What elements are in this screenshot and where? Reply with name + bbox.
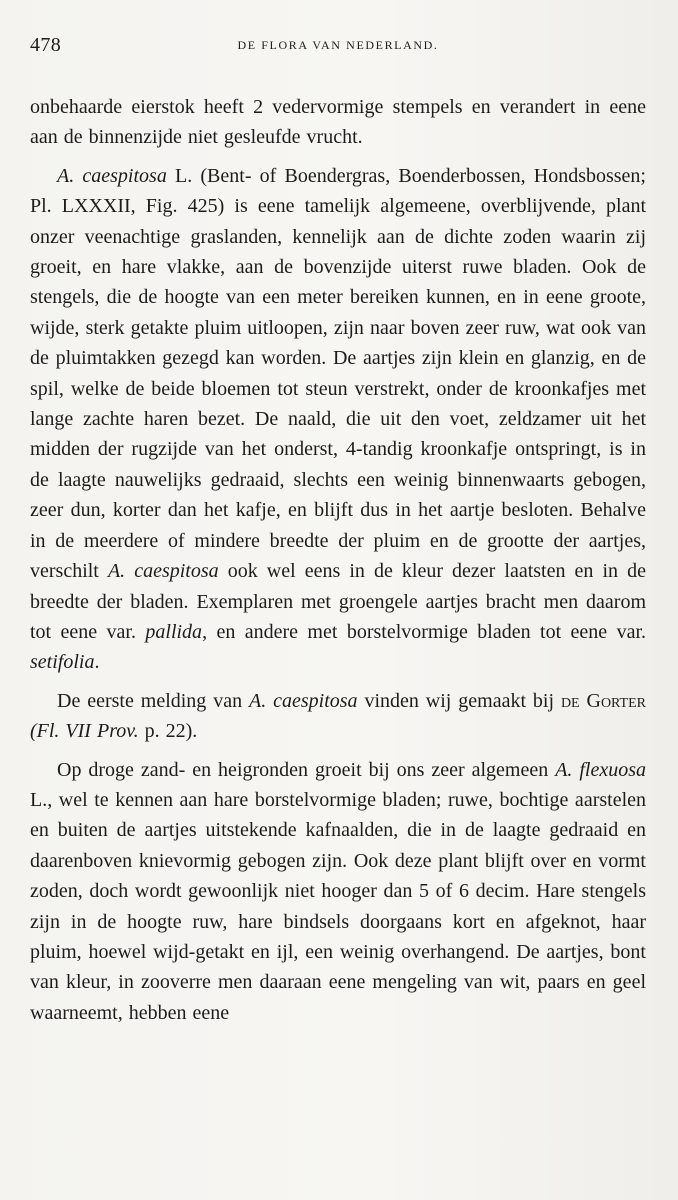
- species-name-inline: A. caespitosa: [107, 560, 219, 583]
- paragraph-4: [30, 755, 646, 1029]
- reference-title: (Fl. VII Prov.: [30, 720, 139, 743]
- paragraph-3-middle: vinden wij gemaakt bij: [357, 689, 561, 712]
- paragraph-2: [30, 161, 646, 678]
- variety-pallida: pallida: [145, 620, 203, 643]
- paragraph-1: [30, 92, 646, 153]
- paragraph-2-between-varieties: , en andere met borstelvormige bladen tot eene var.: [202, 620, 646, 643]
- paragraph-1-text: onbehaarde eierstok heeft 2 vedervormige stempels en verandert in eene aan de binnenzijde niet gesleufde vrucht.: [30, 96, 646, 149]
- variety-setifolia: setifolia: [30, 651, 95, 674]
- paragraph-3-lead: De eerste melding van: [57, 689, 249, 712]
- page-number: 478: [30, 34, 62, 56]
- body-text: [30, 92, 646, 1028]
- species-name-citation: A. caespitosa: [249, 689, 358, 712]
- running-title: DE FLORA VAN NEDERLAND.: [237, 38, 439, 52]
- paragraph-2-text: L. (Bent- of Boendergras, Boenderbossen, Hondsbossen; Pl. LXXXII, Fig. 425) is eene tamelijk algemeene, overblijvende, plant onzer veenachtige graslanden, kennelijk aan de dichte zoden waarin zij groeit, en hare vlakke, aan de bovenzijde uiterst ruwe bladen. Ook de stengels, die de hoogte van een meter bereiken kunnen, en in eene groote, wijde, sterk getakte pluim uitloopen, zijn naar boven zeer ruw, wat ook van de pluimtakken gezegd kan worden. De aartjes zijn klein en glanzig, en de spil, welke de beide bloemen tot steun verstrekt, onder de kroonkafjes met lange zachte haren bezet. De naald, die uit den voet, zeldzamer uit het midden der rugzijde van het onderst, 4-tandig kroonkafje ontspringt, is in de laagte nauwelijks gedraaid, slechts een weinig binnenwaarts gebogen, zeer dun, korter dan het kafje, en blijft dus in het aartje besloten. Behalve in de meerdere of mindere breedte der pluim en de grootte der aartjes, verschilt: [30, 164, 646, 583]
- paragraph-4-text: L., wel te kennen aan hare borstelvormige bladen; ruwe, bochtige aarstelen en buiten de aartjes uitstekende kafnaalden, die in de laagte gedraaid en daarenboven knievormig gebogen zijn. Ook deze plant blijft over en vormt zoden, doch wordt gewoonlijk niet hooger dan 5 of 6 decim. Hare stengels zijn in de hoogte ruw, hare bindsels doorgaans kort en afgeknot, haar pluim, hoewel wijd-getakt en ijl, een weinig overhangend. De aartjes, bont van kleur, in zooverre men daaraan eene mengeling van wit, paars en geel waarneemt, hebben eene: [30, 788, 646, 1024]
- paragraph-2-text-continued: ook wel eens in de kleur dezer laatsten en in de breedte der bladen. Exemplaren met groengele aartjes bracht men daarom tot eene var.: [30, 560, 646, 643]
- running-head: [30, 28, 646, 68]
- species-flexuosa: A. flexuosa: [555, 758, 647, 781]
- paragraph-2-end: .: [94, 651, 100, 674]
- reference-page: p. 22).: [138, 720, 198, 743]
- species-name: A. caespitosa: [57, 164, 167, 187]
- author-name: de Gorter: [560, 689, 646, 712]
- paragraph-4-lead: Op droge zand- en heigronden groeit bij ons zeer algemeen: [57, 758, 556, 781]
- paragraph-3: [30, 686, 646, 747]
